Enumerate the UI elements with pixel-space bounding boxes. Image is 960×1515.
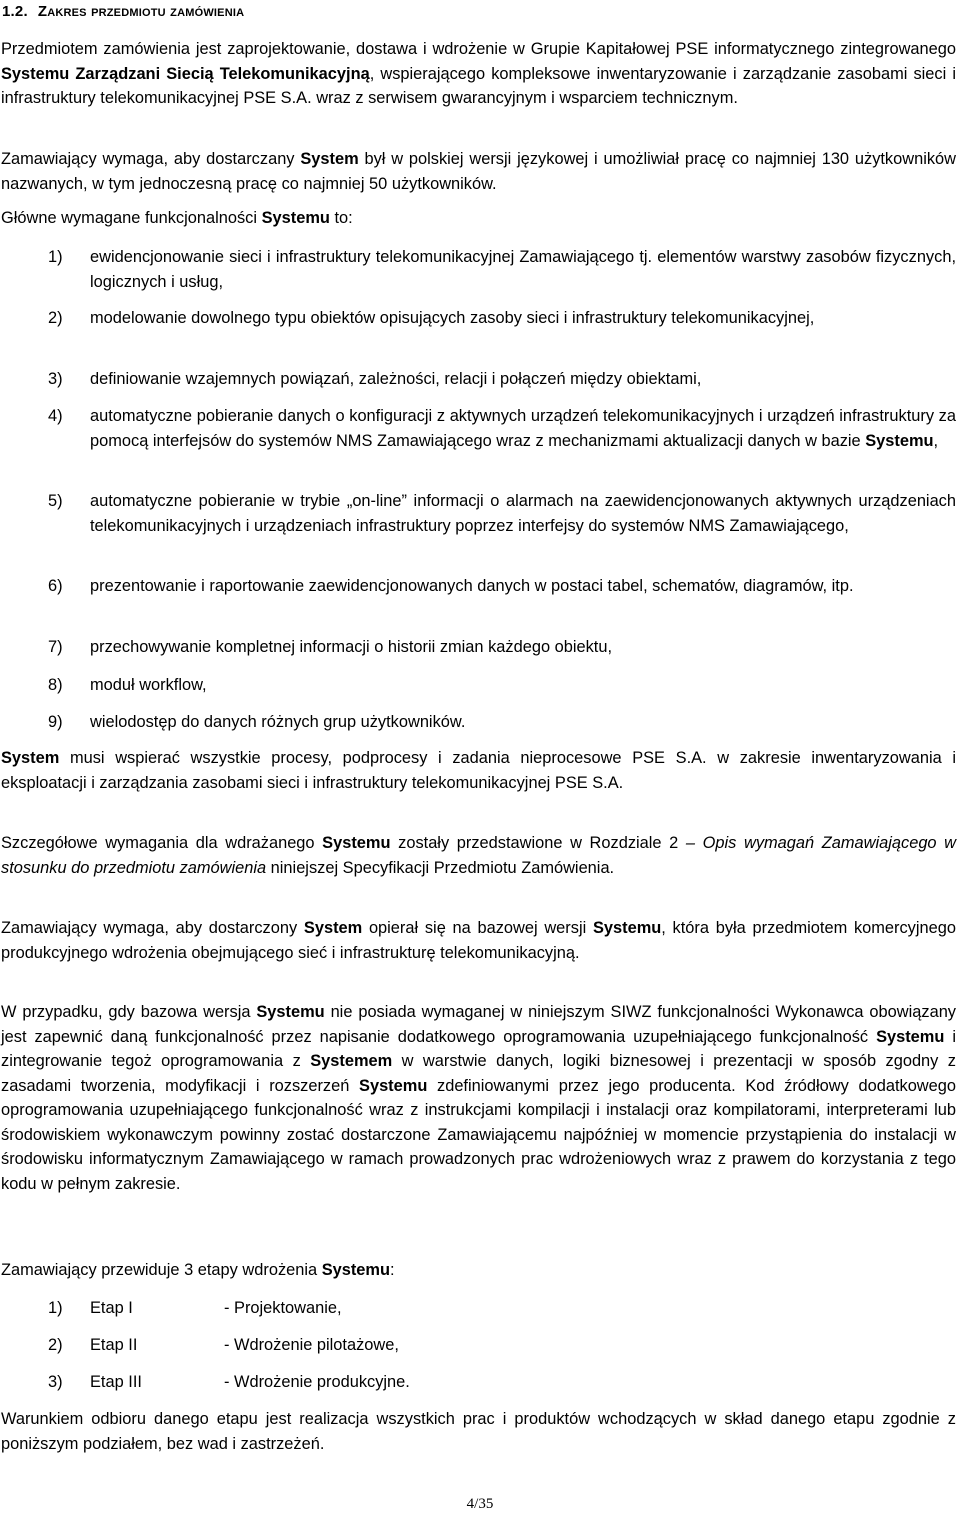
system-term: Systemu — [256, 1003, 325, 1021]
list-item — [48, 574, 956, 599]
system-term: Systemu — [322, 834, 391, 852]
list-item — [48, 710, 956, 735]
stage-number: 2) — [48, 1336, 63, 1354]
list-number: 7) — [48, 638, 63, 656]
list-number: 4) — [48, 407, 63, 425]
paragraph-missing-functionality — [1, 1000, 956, 1196]
list-item — [48, 673, 956, 698]
list-item — [48, 489, 956, 538]
paragraph-base-version — [1, 916, 956, 965]
text: : — [390, 1261, 395, 1279]
list-text: modelowanie dowolnego typu obiektów opisujących zasoby sieci i infrastruktury telekomunikacyjnej, — [90, 309, 815, 327]
text: Główne wymagane funkcjonalności — [1, 209, 262, 227]
page-number: 4/35 — [466, 1496, 494, 1512]
chapter-title: – Opis wymagań Zamawiającego w stosunku do przedmiotu zamówienia — [1, 834, 957, 877]
text: opierał się na bazowej wersji — [362, 919, 593, 937]
system-term: Systemu — [321, 1261, 391, 1279]
list-text: automatyczne pobieranie w trybie „on-line” informacji o alarmach na zaewidencjonowanych aktywnych urządzeniach telekomunikacyjnych i urządzeniach infrastruktury poprzez interfejsy do systemów NMS Zamawiającego, — [90, 492, 956, 535]
text: był w polskiej wersji językowej i umożliwiał pracę co najmniej 130 użytkowników nazwanych, w tym jednoczesną pracę co najmniej 50 użytkowników. — [1, 150, 956, 193]
paragraph-processes — [1, 746, 956, 795]
stage-description: - Wdrożenie produkcyjne. — [224, 1373, 410, 1391]
paragraph-detailed-requirements — [1, 831, 956, 880]
stage-name: Etap II — [90, 1336, 138, 1354]
system-term: Systemem — [310, 1052, 393, 1070]
system-term: System — [300, 150, 359, 168]
text: i zintegrowanie tegoż oprogramowania z — [1, 1027, 956, 1070]
text: w warstwie danych, logiki biznesowej i prezentacji w sposób zgodny z zasadami tworzenia, modyfikacji i rozszerzeń — [1, 1052, 956, 1095]
text: Zamawiający przewiduje 3 etapy wdrożenia — [1, 1261, 322, 1279]
list-number: 2) — [48, 309, 63, 327]
system-term: System — [1, 749, 60, 767]
paragraph-subject — [1, 37, 956, 111]
list-item — [48, 306, 956, 331]
stage-name: Etap I — [90, 1299, 133, 1317]
paragraph-functions-intro — [1, 206, 956, 231]
list-text: wielodostęp do danych różnych grup użytkowników. — [90, 713, 466, 731]
section-heading — [2, 3, 244, 20]
list-number: 8) — [48, 676, 63, 694]
text: Zamawiający wymaga, aby dostarczany — [1, 150, 301, 168]
system-term: Systemu — [876, 1027, 945, 1046]
list-text: ewidencjonowanie sieci i infrastruktury telekomunikacyjnej Zamawiającego tj. elementów warstwy zasobów fizycznych, logicznych i usług, — [90, 248, 956, 291]
list-number: 6) — [48, 577, 63, 595]
list-text: moduł workflow, — [90, 676, 207, 694]
stage-number: 3) — [48, 1373, 63, 1391]
stage-number: 1) — [48, 1299, 63, 1317]
paragraph-acceptance: Warunkiem odbioru danego etapu jest realizacja wszystkich prac i produktów wchodzących w skład danego etapu zgodnie z poniższym podziałem, bez wad i zastrzeżeń. — [1, 1410, 956, 1453]
system-term: Systemu — [865, 431, 934, 450]
section-number: 1.2. — [2, 3, 28, 20]
text: to: — [329, 209, 353, 227]
text: nie posiada wymaganej w niniejszym SIWZ funkcjonalności Wykonawca obowiązany jest zapewnić daną funkcjonalność przez napisanie dodatkowego oprogramowania uzupełniającego funkcjonalność — [1, 1003, 956, 1046]
list-text: przechowywanie kompletnej informacji o historii zmian każdego obiektu, — [90, 638, 613, 656]
text: W przypadku, gdy bazowa wersja — [1, 1003, 257, 1021]
system-term: Systemu — [359, 1076, 428, 1095]
list-text: , — [933, 431, 939, 450]
list-number: 1) — [48, 248, 63, 266]
list-text: automatyczne pobieranie danych o konfiguracji z aktywnych urządzeń telekomunikacyjnych i urządzeń infrastruktury za pomocą interfejsów do systemów NMS Zamawiającego wraz z mechanizmami aktualizacji danych w bazie — [90, 407, 956, 450]
text: zostały przedstawione w Rozdziale 2 — [390, 834, 686, 852]
text: , która była przedmiotem komercyjnego produkcyjnego wdrożenia obejmującego sieć i infrastrukturę telekomunikacyjną. — [1, 919, 956, 962]
text: zdefiniowanymi przez jego producenta. Kod źródłowy dodatkowego oprogramowania uzupełniającego funkcjonalność wraz z instrukcjami kompilacji i instalacji oraz kompilatorami, interpreterami lub środowiskiem wykonawczym powinny zostać dostarczone Zamawiającemu najpóźniej w momencie przystąpienia do instalacji w środowisku informatycznym Zamawiającego w ramach prowadzonych prac wdrożeniowych wraz z prawem do korzystania z tego kodu w pełnym zakresie. — [1, 1076, 956, 1193]
stage-name: Etap III — [90, 1373, 142, 1391]
list-item — [48, 635, 956, 660]
system-term: Systemu — [592, 919, 662, 937]
stage-description: - Wdrożenie pilotażowe, — [224, 1336, 399, 1354]
list-text: definiowanie wzajemnych powiązań, zależności, relacji i połączeń między obiektami, — [90, 370, 702, 388]
list-number: 9) — [48, 713, 63, 731]
list-item — [48, 367, 956, 392]
system-term: System — [303, 919, 363, 937]
list-number: 5) — [48, 492, 63, 510]
paragraph-stages-intro — [1, 1258, 956, 1283]
system-term: Systemu — [261, 209, 330, 227]
list-number: 3) — [48, 370, 63, 388]
system-name: Systemu Zarządzani Siecią Telekomunikacyjną — [1, 64, 370, 83]
list-item — [48, 245, 956, 294]
text: Szczegółowe wymagania dla wdrażanego — [1, 834, 323, 852]
section-title: Zakres przedmiotu zamówienia — [37, 3, 245, 20]
list-text: prezentowanie i raportowanie zaewidencjonowanych danych w postaci tabel, schematów, diagramów, itp. — [90, 577, 854, 595]
list-item — [48, 404, 956, 453]
text: , wspierającego kompleksowe inwentaryzowanie i zarządzanie zasobami sieci i infrastruktury telekomunikacyjnej PSE S.A. wraz z serwisem gwarancyjnym i wsparciem technicznym. — [1, 64, 956, 107]
text: niniejszej Specyfikacji Przedmiotu Zamówienia. — [266, 858, 615, 877]
text: musi wspierać wszystkie procesy, podprocesy i zadania nieprocesowe PSE S.A. w zakresie inwentaryzowania i eksploatacji i zarządzania zasobami sieci i infrastruktury telekomunikacyjnej PSE S.A. — [1, 749, 956, 792]
text: Zamawiający wymaga, aby dostarczony — [1, 919, 304, 937]
text: Przedmiotem zamówienia jest zaprojektowanie, dostawa i wdrożenie w Grupie Kapitałowej PSE informatycznego zintegrowanego — [1, 40, 956, 58]
stage-description: - Projektowanie, — [224, 1299, 342, 1317]
paragraph-language-users — [1, 147, 956, 196]
